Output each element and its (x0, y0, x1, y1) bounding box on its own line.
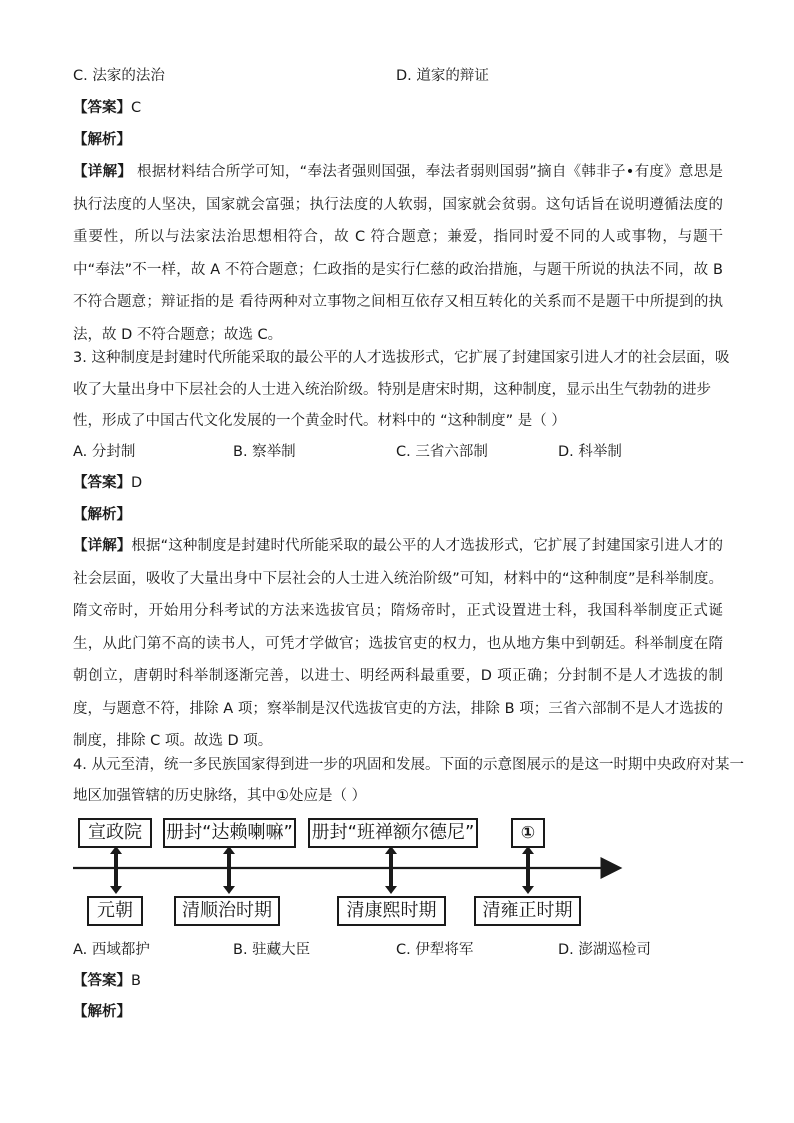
q2-analysis-label: 【解析】 (73, 132, 131, 148)
q3-option-b: B. 察举制 (233, 444, 296, 460)
q2-detail-paragraph (73, 156, 723, 351)
q3-stem-line-2: 收了大量出身中下层社会的人士进入统治阶级。特别是唐宋时期，这种制度，显示出生气勃勃的进步 (73, 382, 711, 398)
detail-label: 【详解】 (73, 164, 133, 180)
q3-option-a: A. 分封制 (73, 444, 136, 460)
timeline-box-yuan: 元朝 (87, 896, 143, 926)
detail-label: 【详解】 (73, 538, 132, 554)
answer-label: 【答案】 (73, 973, 131, 989)
detail-text: 根据材料结合所学可知，“奉法者强则国强，奉法者弱则国弱”摘自《韩非子•有度》意思是执行法度的人坚决，国家就会富强；执行法度的人软弱，国家就会贫弱。这句话旨在说明遵循法度的重要性，所以与法家法治思想相符合，故 C 符合题意；兼爱，指同时爱不同的人或事物，与题干中“奉法”不一样，故 A 不符合题意；仁政指的是实行仁慈的政治措施，与题干所说的执法不同，故 B 不符合题意；辩证指的是 看待两种对立事物之间相互依存又相互转化的关系而不是题干中所提到的执法，故 D 不符合题意；故选 C。 (73, 164, 723, 343)
q4-option-c: C. 伊犁将军 (396, 942, 474, 958)
q3-option-c: C. 三省六部制 (396, 444, 488, 460)
q4-analysis-label: 【解析】 (73, 1004, 131, 1020)
timeline-box-panchen: 册封“班禅额尔德尼” (308, 818, 478, 848)
q3-analysis-label: 【解析】 (73, 507, 131, 523)
timeline-box-blank-1: ① (511, 818, 545, 848)
timeline-box-yongzheng: 清雍正时期 (474, 896, 581, 926)
q4-answer (73, 971, 141, 991)
q4-stem-line-2: 地区加强管辖的历史脉络，其中①处应是（ ） (73, 788, 367, 804)
answer-label: 【答案】 (73, 475, 131, 491)
timeline-box-dalai: 册封“达赖喇嘛” (163, 818, 296, 848)
connector-arrows (110, 846, 534, 894)
q3-detail-paragraph (73, 530, 723, 758)
q2-option-d: D. 道家的辩证 (396, 68, 489, 84)
q2-answer (73, 98, 141, 118)
connector-3-down-arrow (385, 886, 397, 894)
q4-option-d: D. 澎湖巡检司 (558, 942, 651, 958)
q2-option-c: C. 法家的法治 (73, 68, 165, 84)
detail-text: 根据“这种制度是封建时代所能采取的最公平的人才选拔形式，它扩展了封建国家引进人才的社会层面，吸收了大量出身中下层社会的人士进入统治阶级”可知，材料中的“这种制度”是科举制度。隋文帝时，开始用分科考试的方法来选拔官员；隋炀帝时，正式设置进士科，我国科举制度正式诞生，从此门第不高的读书人，可凭才学做官；选拔官吏的权力，也从地方集中到朝廷。科举制度在隋朝创立，唐朝时科举制逐渐完善，以进士、明经两科最重要，D 项正确；分封制不是人才选拔的制度，与题意不符，排除 A 项；察举制是汉代选拔官吏的方法，排除 B 项；三省六部制不是人才选拔的制度，排除 C 项。故选 D 项。 (73, 538, 724, 749)
timeline-box-kangxi: 清康熙时期 (337, 896, 446, 926)
timeline-box-shunzhi: 清顺治时期 (174, 896, 280, 926)
answer-value: B (131, 973, 141, 989)
q3-answer (73, 473, 142, 493)
answer-value: C (131, 100, 142, 116)
answer-value: D (131, 475, 143, 491)
timeline-box-xuanzhengyuan: 宣政院 (78, 818, 152, 848)
connector-1-down-arrow (110, 886, 122, 894)
q3-option-d: D. 科举制 (558, 444, 622, 460)
answer-label: 【答案】 (73, 100, 131, 116)
q3-stem-line-3: 性，形成了中国古代文化发展的一个黄金时代。材料中的 “这种制度” 是（ ） (73, 413, 566, 429)
connector-4-down-arrow (522, 886, 534, 894)
q4-stem-line-1: 4. 从元至清，统一多民族国家得到进一步的巩固和发展。下面的示意图展示的是这一时期中央政府对某一 (73, 757, 744, 773)
connector-2-down-arrow (223, 886, 235, 894)
q3-stem-line-1: 3. 这种制度是封建时代所能采取的最公平的人才选拔形式，它扩展了封建国家引进人才的社会层面，吸 (73, 350, 730, 366)
q4-option-b: B. 驻藏大臣 (233, 942, 311, 958)
q4-option-a: A. 西域都护 (73, 942, 150, 958)
